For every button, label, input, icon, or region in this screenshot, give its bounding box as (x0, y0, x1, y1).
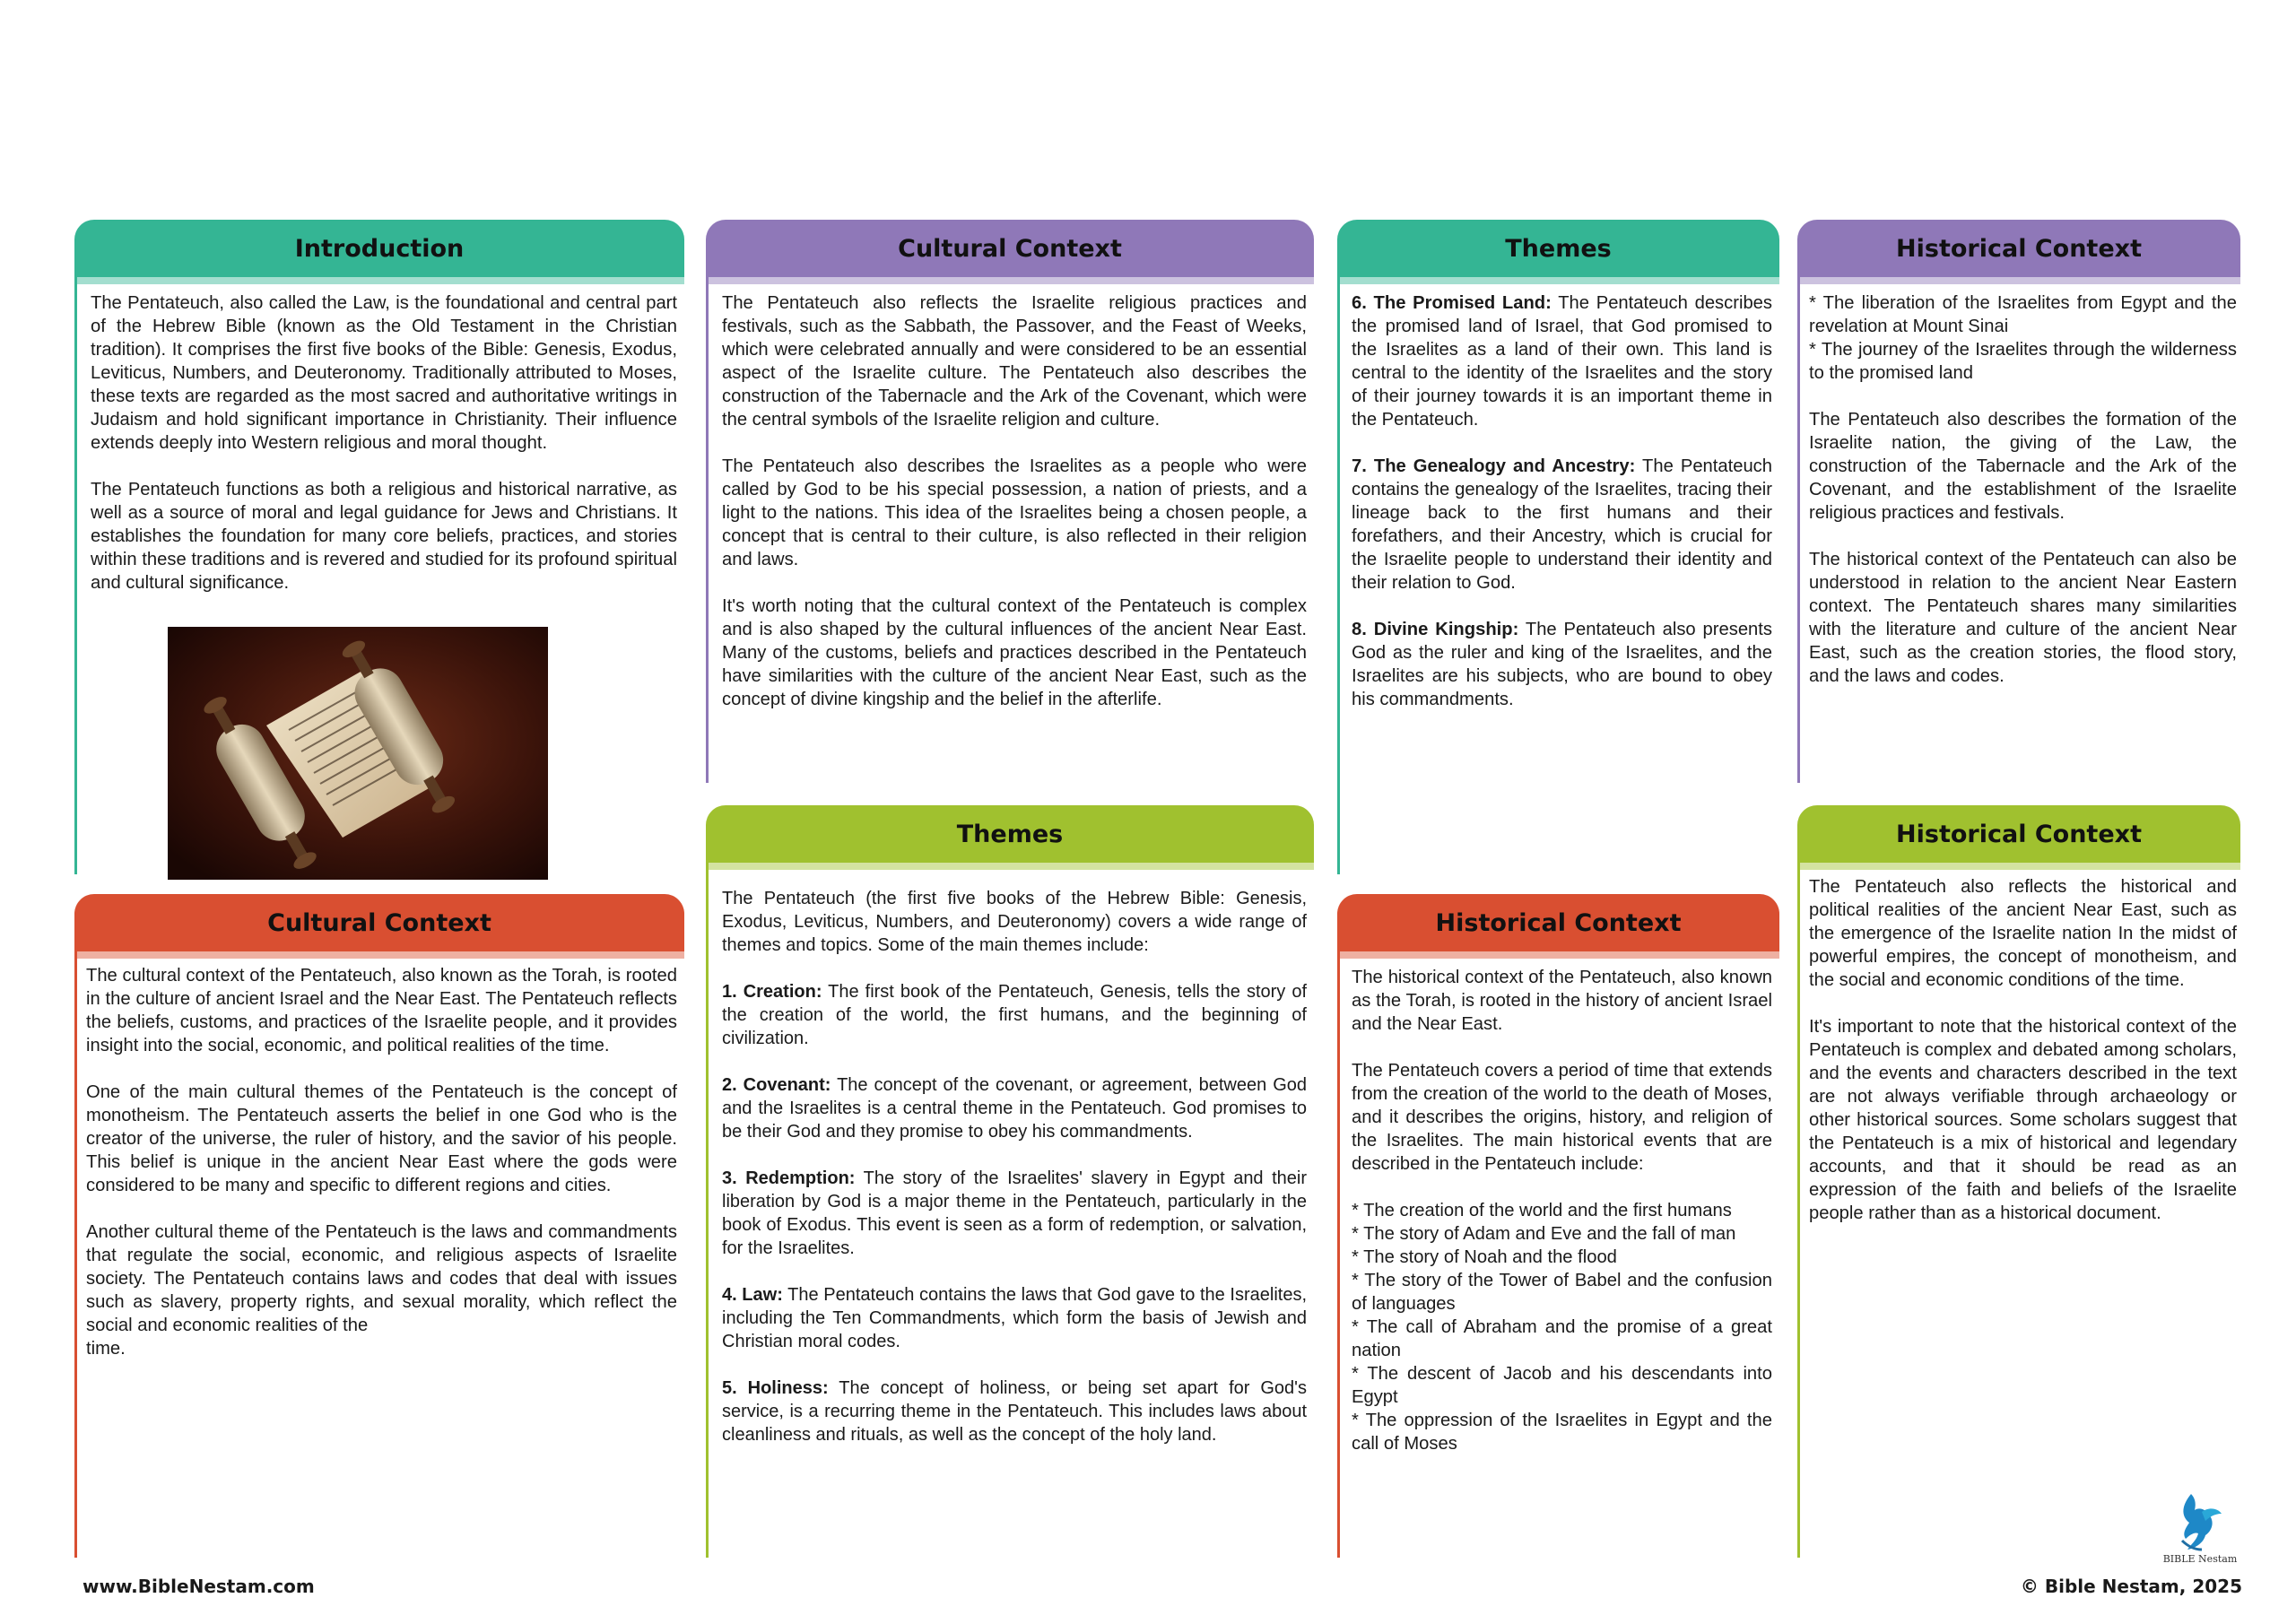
panel-header (1797, 805, 2240, 863)
paragraph: The cultural context of the Pentateuch, also known as the Torah, is rooted in the culture of ancient Israel and the Near East. The Pentateuch reflects the beliefs, customs, and practices of the Israelite people, and it provides insight into the social, economic, and political realities of the time. (86, 966, 677, 1055)
panel-title: Historical Context (1896, 234, 2142, 263)
list-item: * The story of Noah and the flood (1352, 1247, 1617, 1267)
panel-rule (74, 277, 77, 874)
paragraph: The Pentateuch also reflects the historical and political realities of the ancient Near East, such as the emergence of the Israelite nation In the midst of powerful empires, the concept of monotheism, and the social and economic conditions of the time. (1809, 877, 2237, 990)
themes-bottom-panel (706, 805, 1314, 1558)
panel-rule (1797, 863, 1800, 1558)
torah-scroll-image (168, 627, 548, 880)
paragraph: The Pentateuch also reflects the Israelite religious practices and festivals, such as the Sabbath, the Passover, and the Feast of Weeks, which were celebrated annually and were considered to be an essential aspect of the Israelite culture. The Pentateuch also describes the construction of the Tabernacle and the Ark of the Covenant, which were the central symbols of the Israelite religion and culture. (722, 293, 1307, 430)
paragraph: The historical context of the Pentateuch can also be understood in relation to the ancient Near Eastern context. The Pentateuch shares many similarities with the literature and culture of the ancient Near East, such as the creation stories, the flood story, and the laws and codes. (1809, 550, 2237, 686)
list-item: * The descent of Jacob and his descendants into Egypt (1352, 1364, 1772, 1407)
panel-body (91, 291, 677, 595)
theme-item: 1. Creation: The first book of the Pentateuch, Genesis, tells the story of the creation of the world, the first humans, and the beginning of civilization. (722, 982, 1307, 1048)
panel-rule (706, 277, 709, 783)
theme-item: 7. The Genealogy and Ancestry: The Pentateuch contains the genealogy of the Israelites, tracing their lineage back to the first humans and their forefathers, and their Ancestry, which is crucial for the Israelite people to understand their identity and their relation to God. (1352, 456, 1772, 593)
theme-item: 3. Redemption: The story of the Israelites' slavery in Egypt and their liberation by God is a major theme in the Pentateuch, particularly in the book of Exodus. This event is seen as a form of redemption, or salvation, for the Israelites. (722, 1168, 1308, 1258)
panel-rule (1337, 277, 1340, 874)
theme-item: 2. Covenant: The concept of the covenant, or agreement, between God and the Israelites is a central theme in the Pentateuch. God promises to be their God and they promise to obey his commandments. (722, 1075, 1307, 1142)
historical-context-middle-panel (1337, 894, 1779, 1558)
panel-body (86, 964, 677, 1360)
paragraph: The Pentateuch functions as both a religious and historical narrative, as well as a source of moral and legal guidance for Jews and Christians. It establishes the foundation for many core beliefs, practices, and stories within these traditions and is revered and studied for its profound spiritual and cultural significance. (91, 480, 677, 593)
panel-title: Historical Context (1896, 820, 2142, 848)
list-item: * The creation of the world and the first humans (1352, 1201, 1732, 1220)
theme-item: 6. The Promised Land: The Pentateuch describes the promised land of Israel, that God promised to the Israelites as a land of their own. This land is central to the identity of the Israelites and the story of their journey towards it is an important theme in the Pentateuch. (1352, 293, 1772, 430)
svg-text:BIBLE Nestam: BIBLE Nestam (2162, 1553, 2238, 1565)
panel-header (706, 220, 1314, 277)
panel-title: Cultural Context (267, 908, 491, 937)
panel-title: Historical Context (1435, 908, 1682, 937)
footer-website: www.BibleNestam.com (83, 1576, 315, 1597)
panel-header (74, 894, 684, 951)
paragraph: The Pentateuch, also called the Law, is the foundational and central part of the Hebrew Bible (known as the Old Testament in the Christian tradition). It comprises the first five books of the Bible: Genesis, Exodus, Leviticus, Numbers, and Deuteronomy. Traditionally attributed to Moses, these texts are regarded as the most sacred and authoritative writings in Judaism and hold significant importance in Christianity. Their influence extends deeply into Western religious and moral thought. (91, 293, 677, 453)
paragraph: It's important to note that the historical context of the Pentateuch is complex and debated among scholars, and the events and characters described in the text are not always verifiable through archaeology or other historical sources. Some scholars suggest that the Pentateuch is a mix of historical and legendary accounts, and that it should be read as an expression of the faith and beliefs of the Israelite people rather than as a historical document. (1809, 1017, 2237, 1223)
panel-title: Themes (956, 820, 1064, 848)
paragraph: One of the main cultural themes of the Pentateuch is the concept of monotheism. The Pentateuch asserts the belief in one God who is the creator of the universe, the ruler of history, and the savior of his people. This belief is unique in the ancient Near East where the gods were considered to be many and specific to different regions and cities. (86, 1082, 677, 1195)
panel-body (1352, 966, 1772, 1455)
themes-top-panel (1337, 220, 1779, 874)
panel-rule (1337, 951, 1340, 1558)
footer-copyright: © Bible Nestam, 2025 (2020, 1576, 2242, 1597)
paragraph: The Pentateuch also describes the formation of the Israelite nation, the giving of the Law, the construction of the Tabernacle and the Ark of the Covenant, and the establishment of the Israelite religious practices and festivals. (1809, 410, 2237, 523)
cultural-context-top-panel (706, 220, 1314, 783)
panel-header (1337, 220, 1779, 277)
theme-item: 5. Holiness: The concept of holiness, or being set apart for God's service, is a recurring theme in the Pentateuch. This includes laws about cleanliness and rituals, as well as the concept of the holy land. (722, 1378, 1307, 1445)
list-item: * The story of the Tower of Babel and the confusion of languages (1352, 1271, 1772, 1314)
bible-nestam-logo (2155, 1487, 2245, 1571)
panel-header (1797, 220, 2240, 277)
paragraph-end: time. (86, 1339, 126, 1359)
list-item: * The journey of the Israelites through the wilderness to the promised land (1809, 340, 2237, 383)
theme-item: 4. Law: The Pentateuch contains the laws that God gave to the Israelites, including the Ten Commandments, which form the basis of Jewish and Christian moral codes. (722, 1285, 1307, 1351)
historical-context-top-panel (1797, 220, 2240, 783)
panel-rule (74, 951, 77, 1558)
panel-body (1809, 875, 2237, 1225)
historical-context-bottom-panel (1797, 805, 2240, 1558)
panel-title: Cultural Context (898, 234, 1122, 263)
list-item: * The liberation of the Israelites from Egypt and the revelation at Mount Sinai (1809, 293, 2237, 336)
panel-title: Introduction (294, 234, 465, 263)
panel-title: Themes (1505, 234, 1612, 263)
list-item: * The oppression of the Israelites in Egypt and the call of Moses (1352, 1411, 1772, 1454)
panel-rule (706, 863, 709, 1558)
panel-body (722, 291, 1307, 711)
panel-header (706, 805, 1314, 863)
panel-header (1337, 894, 1779, 951)
panel-body (1352, 291, 1772, 711)
panel-rule (1797, 277, 1800, 783)
panel-header (74, 220, 684, 277)
list-item: * The story of Adam and Eve and the fall of man (1352, 1224, 1736, 1244)
cultural-context-bottom-panel (74, 894, 684, 1558)
paragraph: The Pentateuch (the first five books of the Hebrew Bible: Genesis, Exodus, Leviticus, Numbers, and Deuteronomy) covers a wide range of themes and topics. Some of the main themes include: (722, 889, 1307, 955)
paragraph: It's worth noting that the cultural context of the Pentateuch is complex and is also shaped by the cultural influences of the ancient Near East. Many of the customs, beliefs and practices described in the Pentateuch have similarities with the culture of the ancient Near East, such as the concept of divine kingship and the belief in the afterlife. (722, 596, 1307, 709)
paragraph: The Pentateuch also describes the Israelites as a people who were called by God to be his special possession, a nation of priests, and a light to the nations. This idea of the Israelites being a chosen people, a concept that is central to their culture, is also reflected in their religion and laws. (722, 456, 1307, 569)
panel-body (722, 887, 1307, 1446)
dove-icon (2155, 1487, 2245, 1571)
theme-item: 8. Divine Kingship: The Pentateuch also presents God as the ruler and king of the Israelites, and the Israelites are his subjects, who are bound to obey his commandments. (1352, 620, 1772, 709)
paragraph: The historical context of the Pentateuch, also known as the Torah, is rooted in the history of ancient Israel and the Near East. (1352, 968, 1772, 1034)
paragraph: Another cultural theme of the Pentateuch is the laws and commandments that regulate the social, economic, and religious aspects of Israelite society. The Pentateuch contains laws and codes that deal with issues such as slavery, property rights, and sexual morality, which reflect the social and economic realities of the (86, 1222, 677, 1335)
list-item: * The call of Abraham and the promise of a great nation (1352, 1317, 1772, 1360)
paragraph: The Pentateuch covers a period of time that extends from the creation of the world to the death of Moses, and it describes the origins, history, and religion of the Israelites. The main historical events that are described in the Pentateuch include: (1352, 1061, 1772, 1174)
panel-body (1809, 291, 2237, 688)
